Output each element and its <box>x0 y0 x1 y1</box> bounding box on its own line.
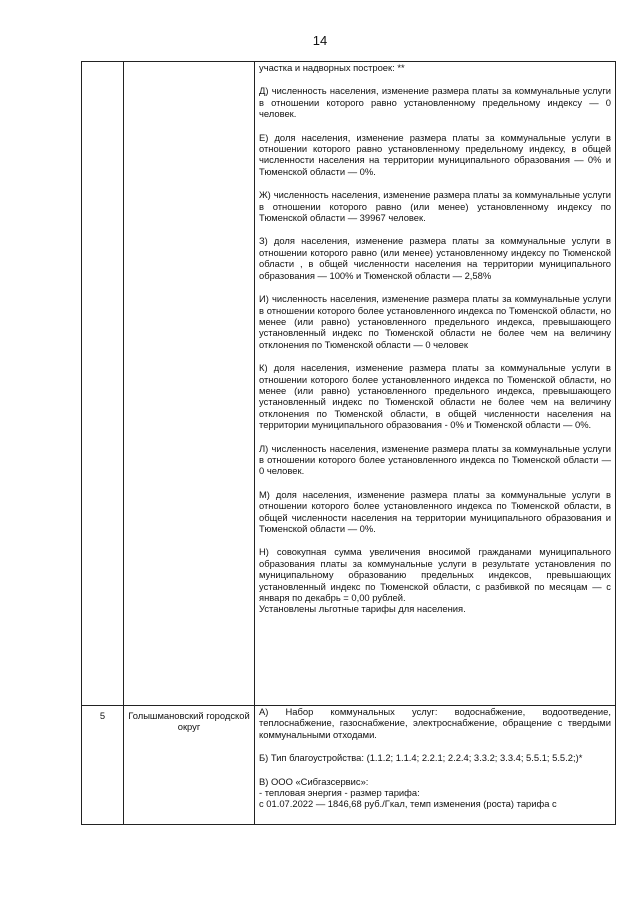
paragraph-gap <box>259 177 611 189</box>
details-cell <box>255 706 616 825</box>
paragraph-gap <box>259 534 611 546</box>
paragraph: Е) доля населения, изменение размера платы за коммунальные услуги в отношении которого равно установленному предельному индексу, в общей численности населения на территории муниципального образования — 0% и Тюменской области — 0%. <box>259 131 611 177</box>
paragraph: Л) численность населения, изменение размера платы за коммунальные услуги в отношении которого более установленного индекса по Тюменской области — 0 человек. <box>259 442 611 477</box>
details-cell <box>255 62 616 706</box>
paragraph: З) доля населения, изменение размера платы за коммунальные услуги в отношении которого равно (или менее) установленному индексу по Тюменской области , в общей численности населения на территории муниципального образования — 100% и Тюменской области — 2,58% <box>259 235 611 281</box>
paragraph: Установлены льготные тарифы для населения. <box>259 603 466 615</box>
paragraph: Б) Тип благоустройства: (1.1.2; 1.1.4; 2.2.1; 2.2.4; 3.3.2; 3.3.4; 5.5.1; 5.5.2;)* <box>259 752 583 764</box>
row-number: 5 <box>99 710 106 721</box>
paragraph: Д) численность населения, изменение размера платы за коммунальные услуги в отношении которого равно установленному предельному индексу — 0 человек. <box>259 85 611 120</box>
paragraph-gap <box>259 431 611 443</box>
paragraph-gap <box>259 73 611 85</box>
row-number-cell <box>82 62 124 706</box>
paragraph: Ж) численность населения, изменение размера платы за коммунальные услуги в отношении которого равно (или менее) установленному индексу по Тюменской области — 39967 человек. <box>259 189 611 224</box>
municipality-cell <box>124 62 255 706</box>
paragraph-gap <box>259 120 611 132</box>
paragraph-gap <box>259 740 611 752</box>
paragraph: Н) совокупная сумма увеличения вносимой гражданами муниципального образования платы за коммунальные услуги в результате установления по муниципальному образованию предельных индексов, превышающих установленный индекс по Тюменской области, с разбивкой по месяцам — с января по декабрь = 0,00 рублей. <box>259 546 611 604</box>
details-text <box>255 62 615 615</box>
paragraph: К) доля населения, изменение размера платы за коммунальные услуги в отношении которого более установленного индекса по Тюменской области, но менее (или равно) установленного предельного индекса, превышающего установленный индекс по Тюменской области не более чем на величину отклонения по Тюменской области, в общей численности населения на территории муниципального образования - 0% и Тюменской области — 0%. <box>259 362 611 431</box>
paragraph-gap <box>259 477 611 489</box>
paragraph-gap <box>259 350 611 362</box>
paragraph-gap <box>259 281 611 293</box>
paragraph: участка и надворных построек: ** <box>259 62 405 73</box>
paragraph: А) Набор коммунальных услуг: водоснабжение, водоотведение, теплоснабжение, газоснабжение, электроснабжение, обращение с твердыми коммунальными отходами. <box>259 706 611 740</box>
paragraph: М) доля населения, изменение размера платы за коммунальные услуги в отношении которого более установленного индекса по Тюменской области, в общей численности населения на территории муниципального образования и Тюменской области — 0%. <box>259 488 611 534</box>
paragraph: с 01.07.2022 — 1846,68 руб./Гкал, темп изменения (роста) тарифа с <box>259 798 557 810</box>
table-row <box>82 62 616 706</box>
municipality-name: Голышмановский городской округ <box>128 710 250 733</box>
details-text <box>255 706 615 810</box>
table-row <box>82 706 616 825</box>
paragraph-gap <box>259 764 611 776</box>
paragraph-gap <box>259 223 611 235</box>
page-number: 14 <box>312 33 328 48</box>
municipality-cell <box>124 706 255 825</box>
paragraph: В) ООО «Сибгазсервис»: <box>259 775 369 787</box>
paragraph: - тепловая энергия - размер тарифа: <box>259 787 420 799</box>
document-table <box>81 61 616 825</box>
row-number-cell <box>82 706 124 825</box>
paragraph: И) численность населения, изменение размера платы за коммунальные услуги в отношении которого более установленного индекса по Тюменской области, но менее (или равно) установленного предельного индекса, превышающего установленный индекс по Тюменской области не более чем на величину отклонения по Тюменской области — 0 человек <box>259 293 611 350</box>
